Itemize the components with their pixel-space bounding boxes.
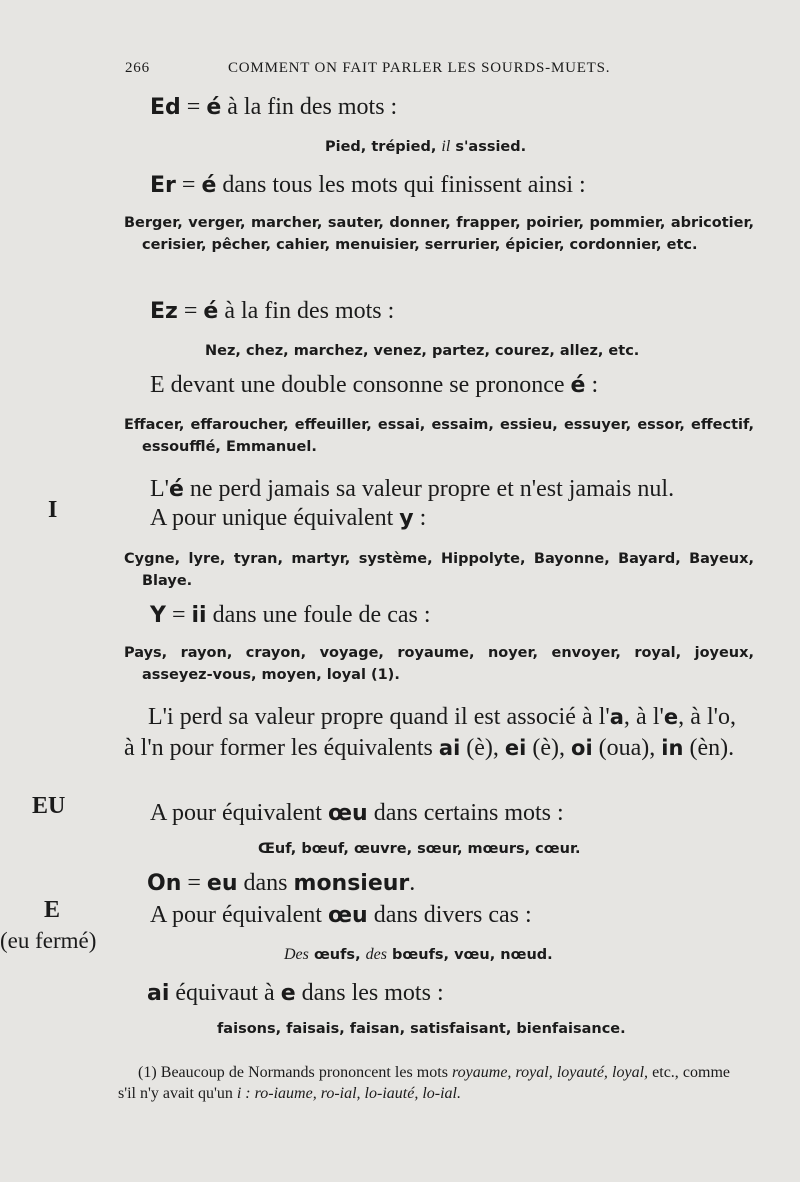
examples-i: Cygne, lyre, tyran, martyr, système, Hippolyte, Bayonne, Bayard, Bayeux, Blaye. <box>124 551 754 589</box>
examples-e-double: Effacer, effaroucher, effeuiller, essai, essaim, essieu, essuyer, essor, effectif, essoufflé, Emmanuel. <box>124 417 754 455</box>
page-number: 266 <box>125 60 150 76</box>
paragraph-i-loses: L'i perd sa valeur propre quand il est associé à l'a, à l'e, à l'o, à l'n pour former les équivalents ai (è), ei (è), oi (oua), in (èn). <box>124 704 736 761</box>
rule-y: Y = ii dans une foule de cas : <box>150 602 431 628</box>
examples-ed: Pied, trépied, il s'assied. <box>325 138 527 155</box>
footnote: (1) Beaucoup de Normands prononcent les mots royaume, royal, loyauté, loyal, etc., comme s'il n'y avait qu'un i : ro-iaume, ro-ial, lo-iauté, lo-ial. <box>118 1064 730 1102</box>
rule-e-double: E devant une double consonne se prononce é : <box>150 372 599 398</box>
rule-ai: ai équivaut à e dans les mots : <box>147 980 444 1006</box>
rule-eu: A pour équivalent œu dans certains mots : <box>150 800 564 826</box>
statement-e-accent: L'é ne perd jamais sa valeur propre et n'est jamais nul. <box>150 476 675 502</box>
examples-e-ferme: Des œufs, des bœufs, vœu, nœud. <box>284 946 553 963</box>
running-title: COMMENT ON FAIT PARLER LES SOURDS-MUETS. <box>228 60 611 76</box>
examples-ai: faisons, faisais, faisan, satisfaisant, bienfaisance. <box>217 1021 626 1037</box>
examples-er: Berger, verger, marcher, sauter, donner, frapper, poirier, pommier, abricotier, cerisier, pêcher, cahier, menuisier, serrurier, épicier, cordonnier, etc. <box>124 215 754 253</box>
margin-label-e: E <box>44 897 61 923</box>
examples-y: Pays, rayon, crayon, voyage, royaume, noyer, envoyer, royal, joyeux, asseyez-vous, moyen, loyal (1). <box>124 645 754 683</box>
rule-ez: Ez = é à la fin des mots : <box>150 298 395 324</box>
examples-ez: Nez, chez, marchez, venez, partez, courez, allez, etc. <box>205 343 640 359</box>
rule-ed: Ed = é à la fin des mots : <box>150 94 398 120</box>
rule-on: On = eu dans monsieur. <box>147 870 416 896</box>
margin-label-eu: EU <box>32 793 66 819</box>
rule-i: A pour unique équivalent y : <box>150 505 427 531</box>
rule-er: Er = é dans tous les mots qui finissent ainsi : <box>150 172 586 198</box>
rule-e-ferme: A pour équivalent œu dans divers cas : <box>150 902 532 928</box>
examples-eu: Œuf, bœuf, œuvre, sœur, mœurs, cœur. <box>258 841 581 857</box>
margin-label-i: I <box>48 497 58 523</box>
margin-note-eu-ferme: (eu fermé) <box>0 928 97 953</box>
